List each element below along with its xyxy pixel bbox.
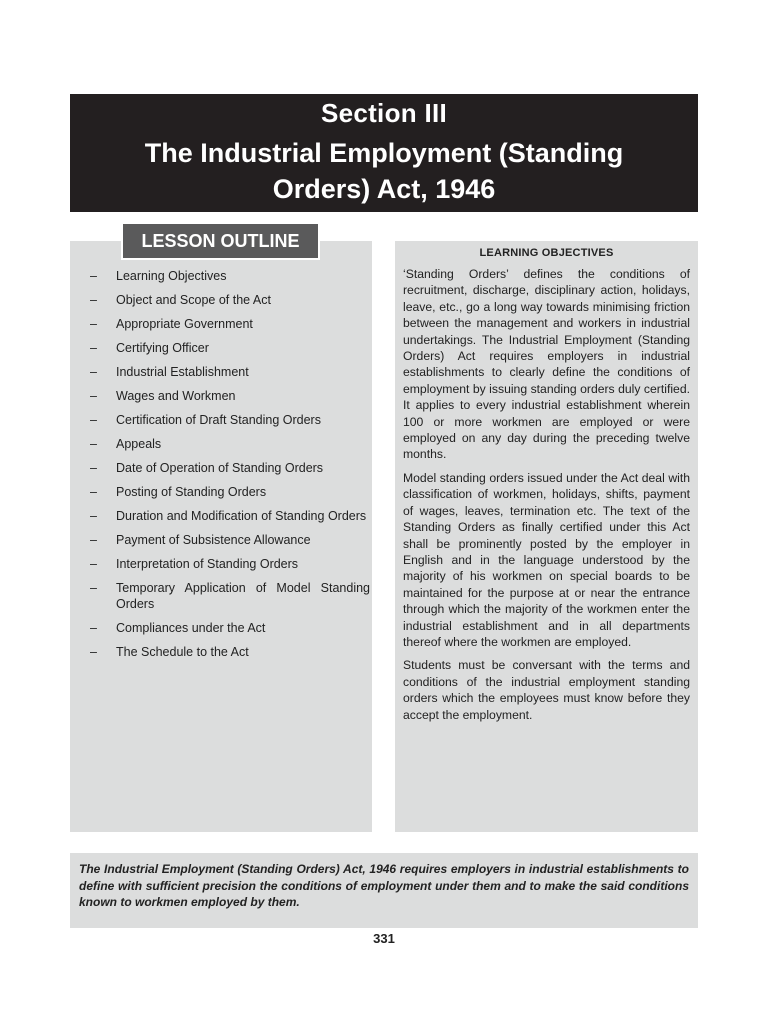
list-item [90, 460, 370, 476]
list-item [90, 292, 370, 308]
list-item-label: Compliances under the Act [116, 621, 266, 635]
list-item-label: Posting of Standing Orders [116, 485, 267, 499]
dash-bullet: – [90, 317, 97, 331]
list-item-label: Industrial Establishment [116, 365, 249, 379]
lesson-outline-panel [70, 241, 372, 832]
dash-bullet: – [90, 509, 97, 523]
list-item-label: Temporary Application of Model Standing Orders [116, 581, 370, 611]
dash-bullet: – [90, 557, 97, 571]
learning-objectives-heading: LEARNING OBJECTIVES [479, 247, 614, 259]
list-item-label: Appeals [116, 437, 162, 451]
section-header [70, 94, 698, 212]
list-item [90, 340, 370, 356]
list-item [90, 484, 370, 500]
dash-bullet: – [90, 437, 97, 451]
dash-bullet: – [90, 645, 97, 659]
lesson-outline-list [90, 268, 370, 668]
dash-bullet: – [90, 389, 97, 403]
list-item-label: Wages and Workmen [116, 389, 236, 403]
dash-bullet: – [90, 293, 97, 307]
list-item-label: Payment of Subsistence Allowance [116, 533, 311, 547]
page-title: The Industrial Employment (Standing Orders) Act, 1946 [144, 138, 624, 204]
list-item-label: Learning Objectives [116, 269, 227, 283]
dash-bullet: – [90, 365, 97, 379]
dash-bullet: – [90, 269, 97, 283]
dash-bullet: – [90, 341, 97, 355]
list-item [90, 508, 370, 524]
objective-paragraph: ‘Standing Orders’ defines the conditions of recruitment, discharge, disciplinary action, holidays, leave, etc., go a long way towards minimising friction between the management and workers in industrial undertakings. The Industrial Employment (Standing Orders) Act requires employers in industrial establishments to clearly define the conditions of employment by issuing standing orders duly certified. It applies to every industrial establishment wherein 100 or more workmen are employed or were employed on any day during the preceding twelve months. [403, 267, 690, 462]
page-number: 331 [373, 931, 395, 946]
objective-paragraph: Students must be conversant with the terms and conditions of the industrial employment standing orders which the employees must know before they accept the employment. [403, 658, 690, 722]
dash-bullet: – [90, 533, 97, 547]
list-item-label: Duration and Modification of Standing Orders [116, 509, 367, 523]
dash-bullet: – [90, 461, 97, 475]
list-item-label: Certification of Draft Standing Orders [116, 413, 321, 427]
learning-objectives-panel [395, 241, 698, 832]
list-item [90, 620, 370, 636]
summary-box: The Industrial Employment (Standing Orders) Act, 1946 requires employers in industrial establishments to define with sufficient precision the conditions of employment under them and to make the said conditions known to workmen employed by them. [70, 853, 698, 928]
dash-bullet: – [90, 581, 97, 595]
list-item [90, 388, 370, 404]
list-item-label: Date of Operation of Standing Orders [116, 461, 324, 475]
objective-paragraph: Model standing orders issued under the Act deal with classification of workmen, holidays, shifts, payment of wages, leaves, termination etc. The text of the Standing Orders as finally certified under this Act shall be prominently posted by the employer in English and in the language understood by the majority of his workmen on special boards to be maintained for the purpose at or near the entrance through which the majority of the workmen enter the industrial establishment and in all departments thereof where the workmen are employed. [403, 470, 690, 649]
dash-bullet: – [90, 485, 97, 499]
list-item-label: Object and Scope of the Act [116, 293, 271, 307]
lesson-outline-badge: LESSON OUTLINE [123, 224, 318, 258]
list-item [90, 412, 370, 428]
dash-bullet: – [90, 413, 97, 427]
list-item [90, 556, 370, 572]
list-item [90, 532, 370, 548]
list-item [90, 436, 370, 452]
dash-bullet: – [90, 621, 97, 635]
section-label: Section III [320, 98, 448, 128]
list-item [90, 644, 370, 660]
list-item [90, 580, 370, 612]
list-item-label: The Schedule to the Act [116, 645, 249, 659]
list-item-label: Interpretation of Standing Orders [116, 557, 299, 571]
list-item [90, 268, 370, 284]
learning-objectives-body [395, 266, 698, 723]
list-item-label: Appropriate Government [116, 317, 253, 331]
list-item-label: Certifying Officer [116, 341, 209, 355]
list-item [90, 364, 370, 380]
list-item [90, 316, 370, 332]
